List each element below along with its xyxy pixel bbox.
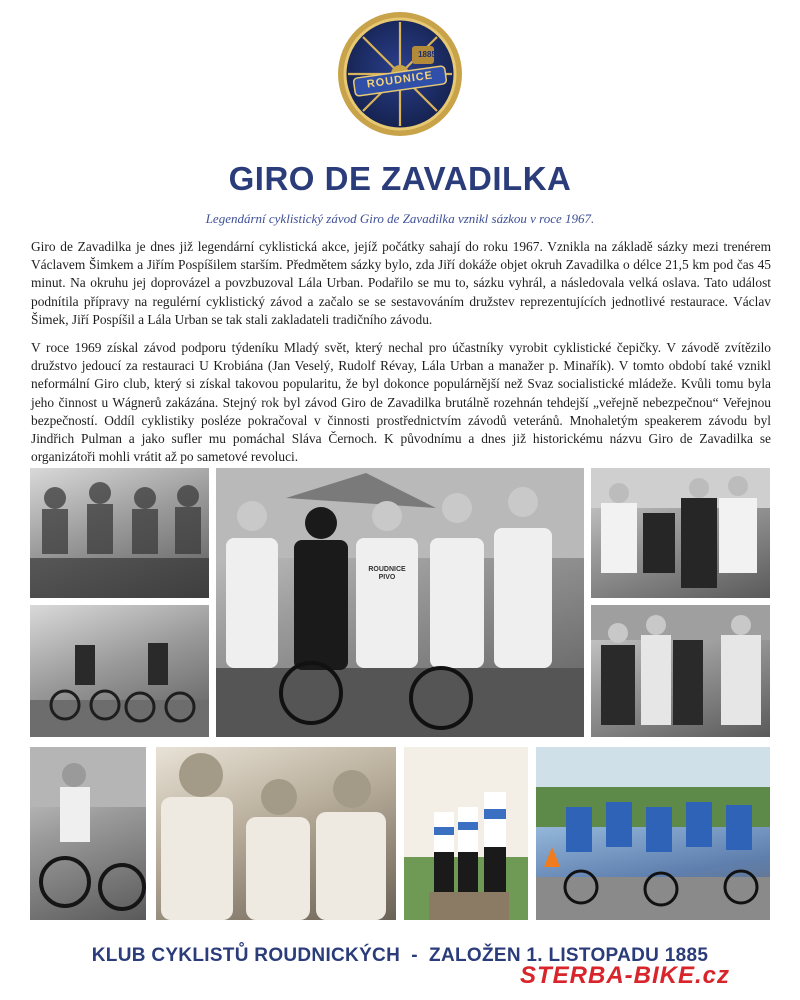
page-title: GIRO DE ZAVADILKA	[228, 160, 572, 197]
photo-rider-on-bike	[30, 747, 146, 920]
logo-year: 1885	[418, 50, 436, 59]
photo-riders-peloton	[30, 605, 209, 737]
page-subtitle: Legendární cyklistický závod Giro de Zavadilka vznikl sázkou v roce 1967.	[205, 211, 595, 226]
photo-podium-handshake	[591, 468, 770, 598]
footer-club-founded: KLUB CYKLISTŮ ROUDNICKÝCH - ZALOŽEN 1. LISTOPADU 1885	[91, 945, 709, 966]
photo-group-cyclists-1	[30, 468, 209, 598]
photo-three-cyclists-portrait	[156, 747, 396, 920]
photo-podium-winners	[404, 747, 528, 920]
jersey-print-text: ROUDNICE PIVO	[368, 566, 406, 581]
site-watermark: STERBA-BIKE.cz	[520, 962, 731, 989]
paragraph-history-origin: Giro de Zavadilka je dnes již legendární cyklistická akce, jejíž počátky sahají do roku 1967. Vznikla na základě sázky mezi trenérem Václavem Šimkem a Jiřím Pospíšilem starším. Předmětem sázky bylo, zda Jiří dokáže objet okruh Zavadilka o délce 21,5 km pod čas 45 minut. Na okruhu jej doprovázel a povzbuzoval Lála Urban. Podařilo se mu to, sázku vyhrál, a následovala velká oslava. Tato událost podnítila přípravy na regulérní cyklistický závod a začalo se se sestavováním družstev reprezentujících jednotlivé restaurace. Václav Šimek, Jiří Pospíšil a Lála Urban se tak stali zakladateli tradičního závodu.	[31, 239, 771, 327]
photo-main-cyclists-portrait	[216, 468, 584, 737]
club-logo	[336, 10, 464, 138]
logo-banner-text: ROUDNICE	[366, 69, 434, 91]
photo-modern-race-start	[536, 747, 770, 920]
photo-riders-group-2	[591, 605, 770, 737]
paragraph-history-1969: V roce 1969 získal závod podporu týdeníku Mladý svět, který nechal pro účastníky vyrobit cyklistické čepičky. V závodě zvítězilo družstvo jedoucí za restauraci U Krobiána (Jan Veselý, Rudolf Révay, Lála Urban a manažer p. Minařík). V tomto období také vznikl neformální Giro club, který si získal takovou popularitu, že byl dokonce populárnější než Svaz socialistické mládeže. Kvůli tomu byla jeho činnost u Wágnerů zakázána. Stejný rok byl závod Giro de Zavadilka brutálně rozehnán tehdejší „veřejně nebezpečnou“ Veřejnou bezpečností. Oddíl cyklistiky posléze pokračoval v činnosti prostřednictvím závodů veteránů. Mnohaletým speakerem závodu byl Jindřich Pulman a jako sufler mu pomáchal Sláva Černoch. K původnímu a dnes již historickému názvu Giro de Zavadilka se organizátoři mohli vrátit až po sametové revoluci.	[31, 340, 771, 465]
